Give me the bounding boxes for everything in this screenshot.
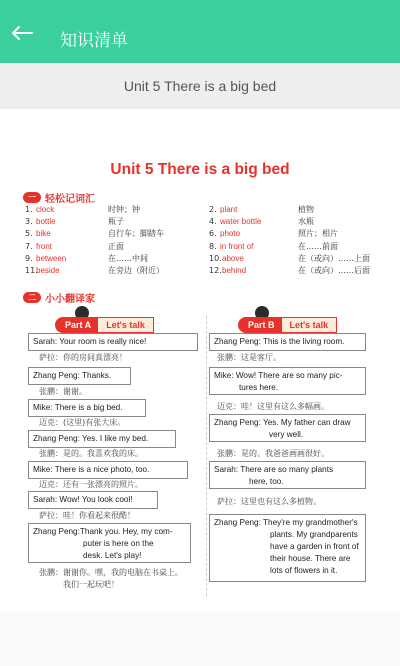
- dialog-bubble: Sarah: There are so many plants here, too.: [209, 461, 366, 489]
- dialog-translation: 萨拉：你的房间真漂亮！: [39, 353, 127, 362]
- dialog-translation: 张鹏：是的。我爸爸画画很好。: [217, 449, 329, 458]
- dialog-bubble: Sarah: Your room is really nice!: [28, 333, 198, 351]
- dialog-translation: 迈克：哇！这里有这么多幅画。: [217, 402, 329, 411]
- part-a-header: Part A Let's talk: [55, 317, 154, 333]
- vocab-item: 10. above 在（或向）……上面: [209, 253, 370, 263]
- vocab-item: 2. plant 植物: [209, 205, 314, 214]
- dialog-bubble: Zhang Peng: This is the living room.: [209, 333, 366, 351]
- dialog-bubble: Mike: There is a big bed.: [28, 399, 146, 417]
- dialog-bubble: Sarah: Wow! You look cool!: [28, 491, 158, 509]
- section-badge: 一: [23, 192, 41, 203]
- dialog-translation: 我们一起玩吧！: [63, 580, 119, 589]
- part-b-header: Part B Let's talk: [238, 317, 337, 333]
- vocab-item: 5. bike 自行车；脚踏车: [25, 229, 164, 239]
- dialog-translation: 张鹏：谢谢。: [39, 387, 87, 396]
- bottom-area: [0, 612, 400, 666]
- page-title: 知识清单: [60, 31, 128, 51]
- dialog-bubble: Zhang Peng: They're my grandmother's plants. My grandparents have a garden in front of their house. There are lots of flowers in it.: [209, 514, 366, 582]
- dialog-bubble: Mike: There is a nice photo, too.: [28, 461, 188, 479]
- dialog-translation: 迈克：(这里)有张大床。: [39, 418, 126, 427]
- vocab-item: 8. in front of 在……前面: [209, 241, 338, 251]
- dialog-translation: 张鹏：谢谢你。嘿，我的电脑在书桌上。: [39, 568, 183, 577]
- vocab-item: 6. photo 照片；相片: [209, 229, 338, 239]
- vocab-item: 1. clock 时钟；钟: [25, 205, 140, 214]
- dialog-translation: 张鹏：是的。我喜欢我的床。: [39, 449, 143, 458]
- back-arrow-icon[interactable]: [12, 26, 34, 40]
- vocab-list-left: [25, 204, 164, 277]
- section-badge: 二: [23, 292, 41, 303]
- section-name: 小小翻译家: [45, 293, 95, 305]
- dialog-translation: 萨拉：哇！你看起来很酷！: [39, 511, 135, 520]
- section-translation-heading: [23, 289, 95, 305]
- column-divider: [206, 316, 207, 596]
- section-name: 轻松记词汇: [45, 193, 95, 205]
- app-bar: [0, 0, 400, 63]
- vocab-item: 11. beside 在旁边（附近）: [25, 266, 164, 276]
- dialog-bubble: Zhang Peng:Thank you. Hey, my com- puter is here on the desk. Let's play!: [28, 523, 191, 563]
- dialog-bubble: Zhang Peng: Yes. My father can draw very well.: [209, 414, 366, 442]
- dialog-translation: 迈克：还有一张漂亮的照片。: [39, 480, 143, 489]
- dialog-bubble: Mike: Wow! There are so many pic- tures here.: [209, 367, 366, 395]
- dialog-bubble: Zhang Peng: Thanks.: [28, 367, 131, 385]
- section-vocabulary-heading: [23, 189, 95, 205]
- vocab-item: 7. front 正面: [25, 241, 124, 251]
- dialog-bubble: Zhang Peng: Yes. I like my bed.: [28, 430, 176, 448]
- vocab-list-right: [209, 204, 370, 277]
- vocab-item: 4. water bottle 水瓶: [209, 217, 314, 227]
- unit-title-bar: Unit 5 There is a big bed: [0, 63, 400, 109]
- dialog-translation: 张鹏：这是客厅。: [217, 353, 281, 362]
- vocab-item: 9. between 在……中间: [25, 253, 148, 263]
- vocab-item: 12. behind 在（或向）……后面: [209, 266, 370, 276]
- knowledge-document: [9, 121, 391, 599]
- document-title: Unit 5 There is a big bed: [110, 161, 290, 178]
- vocab-item: 3. bottle 瓶子: [25, 217, 124, 227]
- dialog-translation: 萨拉：这里也有这么多植物。: [217, 497, 321, 506]
